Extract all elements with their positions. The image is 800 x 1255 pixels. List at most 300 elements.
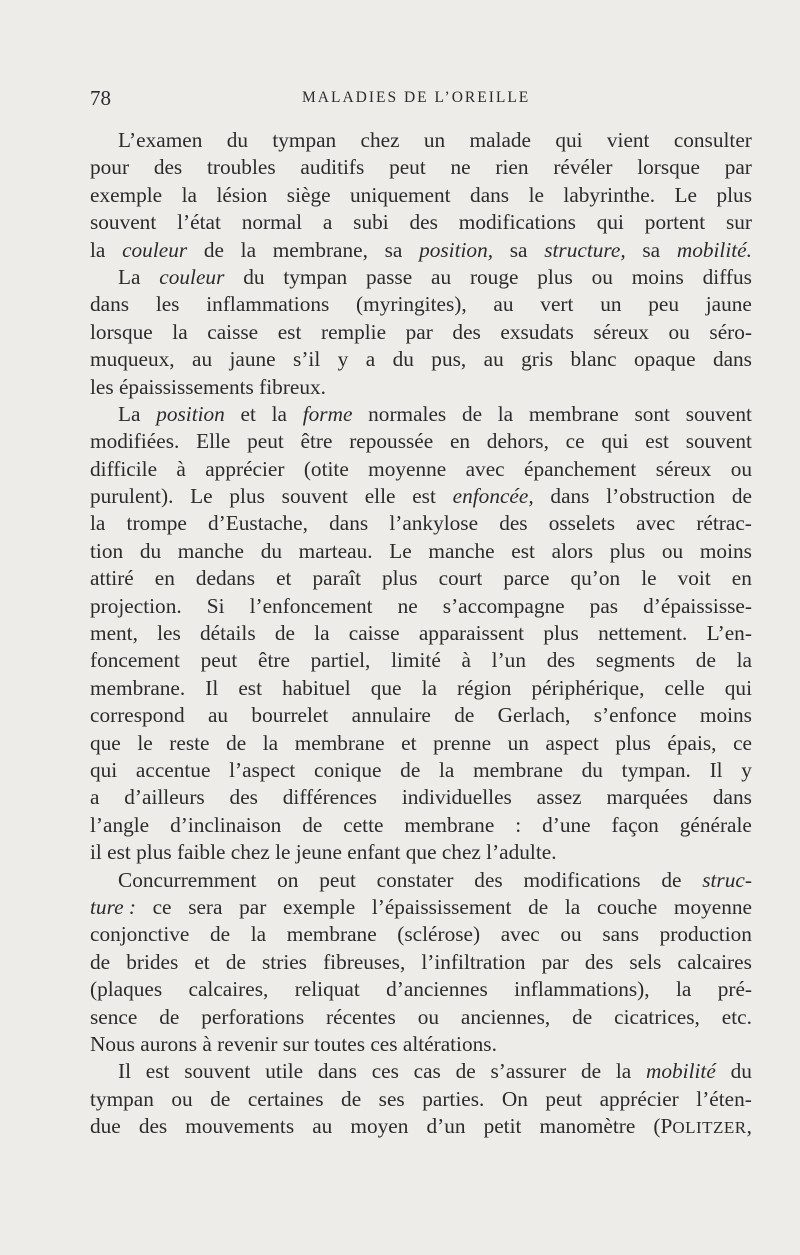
italic-word: position,	[419, 237, 494, 262]
word: d’un	[426, 1114, 466, 1139]
word: peut	[319, 867, 356, 892]
word: reliquat	[294, 977, 360, 1002]
word: normal	[241, 210, 303, 235]
word: l’un	[491, 648, 526, 673]
word: tympan	[283, 264, 348, 289]
text-line	[90, 483, 752, 510]
word: Il	[205, 675, 219, 700]
word: ce	[152, 894, 172, 919]
word: qui	[90, 757, 118, 782]
word: plus	[543, 621, 579, 646]
word: la	[262, 730, 279, 755]
word: de	[695, 648, 716, 673]
word: peut	[247, 429, 284, 454]
word: osselets	[548, 511, 615, 536]
word: de	[90, 949, 111, 974]
word: du	[139, 538, 162, 563]
word: ou	[171, 1086, 193, 1111]
word: est	[511, 538, 535, 563]
text-line	[90, 374, 752, 401]
word: moins	[699, 703, 752, 728]
word: sels	[629, 949, 662, 974]
word: perforations	[201, 1004, 305, 1029]
word: pour	[90, 155, 130, 180]
word: marquées	[606, 785, 689, 810]
word: jaune	[705, 292, 752, 317]
word: les	[155, 292, 180, 317]
word: limité	[391, 648, 441, 673]
word: au	[207, 703, 229, 728]
word: des	[499, 511, 528, 536]
word: membrane	[473, 757, 563, 782]
text-line	[90, 538, 752, 565]
word: membrane	[528, 401, 619, 426]
word: court	[438, 566, 483, 591]
word: de	[455, 1059, 476, 1084]
word: blanc	[570, 347, 617, 372]
word: Le	[389, 538, 412, 563]
word: dans	[550, 484, 590, 509]
word: apprécier	[205, 456, 285, 481]
word: production	[659, 922, 752, 947]
word: ou	[591, 264, 613, 289]
word: ce	[733, 730, 752, 755]
word: la	[497, 401, 514, 426]
word: de	[572, 1004, 593, 1029]
word: par	[724, 155, 752, 180]
word: pré-	[717, 977, 752, 1002]
word: et	[194, 949, 210, 974]
word: Si	[206, 593, 225, 618]
word: un	[423, 128, 446, 152]
word: l’obstruction	[606, 484, 716, 509]
word: aspect	[545, 730, 599, 755]
word: elle	[364, 484, 396, 509]
text-line	[90, 675, 752, 702]
text-line	[90, 976, 752, 1003]
text-line	[90, 730, 752, 757]
word: ou	[417, 1004, 439, 1029]
word: peut	[545, 1086, 583, 1111]
word: manche	[177, 538, 245, 563]
word: gris	[521, 347, 554, 372]
word: y	[337, 347, 349, 372]
word: moyenne	[368, 456, 447, 481]
word: sence	[90, 1004, 138, 1029]
word: la	[250, 922, 267, 947]
word: plus	[537, 264, 573, 289]
word: vert	[540, 292, 574, 317]
word: correspond	[90, 703, 185, 728]
word: calcaires,	[188, 977, 269, 1002]
word: Le	[190, 484, 213, 509]
word: sur	[725, 210, 752, 235]
italic-word: enfoncée,	[452, 484, 534, 509]
word: malade	[469, 128, 532, 152]
word: révéler	[553, 155, 613, 180]
text-line	[90, 154, 752, 181]
text-line	[90, 1031, 752, 1058]
word: d’anciennes	[386, 977, 488, 1002]
word: souvent	[281, 484, 348, 509]
text-line	[90, 949, 752, 976]
word: tion	[90, 538, 124, 563]
word: exemple	[283, 894, 356, 919]
word: séreux	[593, 319, 649, 344]
word: est	[412, 484, 436, 509]
word: rien	[495, 155, 529, 180]
text-line	[90, 757, 752, 784]
word: calcaires	[677, 949, 752, 974]
word: a	[90, 785, 100, 810]
word: lorsque	[90, 319, 153, 344]
word: des	[153, 155, 183, 180]
word: la	[271, 401, 288, 426]
word: peu	[648, 292, 679, 317]
word: il est plus faible chez le jeune enfant que chez l’adulte.	[90, 840, 557, 865]
word: qui	[601, 429, 629, 454]
running-head	[90, 86, 750, 116]
word: la	[615, 1059, 632, 1084]
word: apprécier	[599, 1086, 679, 1111]
word: des	[138, 1114, 168, 1139]
word: la	[181, 182, 197, 207]
word: parce	[503, 566, 550, 591]
word: dans	[470, 182, 510, 207]
page-number: 78	[90, 86, 111, 110]
word: brides	[126, 949, 179, 974]
word: pas	[589, 593, 619, 618]
word: dans	[329, 511, 369, 536]
word: un	[507, 730, 529, 755]
text-line	[90, 565, 752, 592]
word: la	[172, 319, 188, 344]
word: rouge	[469, 264, 519, 289]
word: individuelles	[401, 785, 512, 810]
word: épais,	[667, 730, 717, 755]
word: nettement.	[598, 621, 688, 646]
word: membrane.	[90, 675, 186, 700]
word: (otite	[303, 456, 349, 481]
italic-word: mobilité	[645, 1059, 716, 1084]
word: plus	[229, 484, 265, 509]
word: L’en-	[706, 621, 752, 646]
word: séreux	[655, 456, 712, 481]
word: portent	[644, 210, 706, 235]
word: diffus	[702, 264, 752, 289]
word: les épaississements fibreux.	[90, 374, 326, 399]
word: purulent).	[90, 484, 174, 509]
text-line	[90, 264, 752, 291]
word: repoussée	[349, 429, 434, 454]
word: annulaire	[351, 703, 431, 728]
word: pus,	[431, 347, 467, 372]
word: façon	[611, 812, 659, 837]
word: chez	[360, 128, 400, 152]
word: projection.	[90, 593, 182, 618]
word: opaque	[634, 347, 696, 372]
word: anciennes,	[460, 1004, 551, 1029]
word: de	[302, 812, 323, 837]
word: (myringites),	[356, 292, 467, 317]
word: plus	[615, 730, 651, 755]
word: on	[277, 867, 299, 892]
word: (POLITZER,	[653, 1114, 752, 1139]
word: la	[564, 894, 581, 919]
word: de	[210, 1086, 231, 1111]
word: cicatrices,	[614, 1004, 700, 1029]
word: est	[645, 429, 669, 454]
word: qui	[555, 128, 583, 152]
word: sera	[188, 894, 223, 919]
word: dedans	[195, 566, 256, 591]
italic-word: ture :	[90, 894, 136, 919]
word: des	[452, 319, 481, 344]
word: de	[528, 894, 549, 919]
text-line	[90, 921, 752, 948]
word: d’ailleurs	[124, 785, 205, 810]
word: de	[226, 730, 247, 755]
text-line	[90, 620, 752, 647]
word: en	[154, 566, 175, 591]
word: On	[501, 1086, 528, 1111]
word: vient	[606, 128, 650, 152]
word: qu’on	[570, 566, 621, 591]
word: à	[461, 648, 471, 673]
word: conjonctive	[90, 922, 190, 947]
text-line	[90, 237, 752, 264]
word: :	[515, 812, 522, 837]
word: utile	[265, 1059, 304, 1084]
word: La	[118, 264, 141, 289]
word: difficile	[90, 456, 158, 481]
word: cette	[343, 812, 384, 837]
word: est	[145, 1059, 170, 1084]
word: d’une	[542, 812, 591, 837]
word: moyen	[350, 1114, 409, 1139]
text-line	[90, 127, 752, 154]
word: des	[546, 648, 576, 673]
word: L’examen	[118, 128, 203, 152]
word: attiré	[90, 566, 134, 591]
word: exsudats	[500, 319, 574, 344]
text-line	[90, 647, 752, 674]
word: trompe	[126, 511, 187, 536]
word: caisse	[348, 621, 400, 646]
word: sa	[384, 237, 403, 262]
word: l’infiltration	[421, 949, 526, 974]
word: reste	[169, 730, 210, 755]
word: l’enfoncement	[249, 593, 373, 618]
italic-word: couleur	[122, 237, 188, 262]
word: marteau.	[298, 538, 373, 563]
word: ne	[450, 155, 471, 180]
word: de	[203, 237, 224, 262]
word: la	[314, 621, 330, 646]
word: la	[90, 237, 106, 262]
word: voit	[677, 566, 711, 591]
word: d’inclinaison	[170, 812, 282, 837]
word: sont	[634, 401, 670, 426]
italic-word: structure,	[544, 237, 626, 262]
italic-word: forme	[302, 401, 353, 426]
word: constater	[376, 867, 454, 892]
word: membrane,	[272, 237, 368, 262]
word: Il	[709, 757, 723, 782]
text-line	[90, 784, 752, 811]
word: partiel,	[310, 648, 371, 673]
word: dans	[712, 785, 752, 810]
word: la	[675, 977, 692, 1002]
word: et	[276, 566, 292, 591]
word: bourrelet	[251, 703, 329, 728]
word: foncement	[90, 648, 180, 673]
word: a	[365, 347, 376, 372]
text-line	[90, 593, 752, 620]
word: générale	[679, 812, 752, 837]
word: consulter	[673, 128, 752, 152]
italic-word: mobilité.	[676, 237, 752, 262]
word: du	[260, 538, 282, 563]
word: y	[741, 757, 752, 782]
word: la	[438, 757, 455, 782]
word: parties.	[422, 1086, 485, 1111]
word: labyrinthe.	[563, 182, 656, 207]
word: manomètre	[539, 1114, 636, 1139]
word: caisse	[207, 319, 259, 344]
word: de	[341, 1086, 362, 1111]
word: de	[159, 1004, 180, 1029]
italic-word: struc-	[702, 867, 752, 892]
word: d’Eustache,	[208, 511, 308, 536]
word: rétrac-	[696, 511, 752, 536]
italic-word: couleur	[159, 264, 225, 289]
word: stries	[262, 949, 307, 974]
word: celle	[664, 675, 705, 700]
word: membrane	[294, 730, 385, 755]
word: uniquement	[350, 182, 451, 207]
word: subi	[353, 210, 389, 235]
word: est	[238, 675, 263, 700]
word: qui	[596, 210, 624, 235]
word: périphérique,	[531, 675, 645, 700]
word: par	[405, 319, 433, 344]
text-line	[90, 319, 752, 346]
word: l’éten-	[696, 1086, 752, 1111]
word: ou	[560, 922, 582, 947]
word: l’ankylose	[389, 511, 479, 536]
word: à	[176, 456, 186, 481]
word: membrane	[286, 922, 377, 947]
word: le	[528, 182, 544, 207]
word: la	[736, 648, 752, 673]
word: être	[300, 429, 333, 454]
word: de	[225, 949, 246, 974]
word: modifiées.	[90, 429, 180, 454]
word: au	[312, 1114, 333, 1139]
word: moins	[699, 538, 752, 563]
text-line	[90, 291, 752, 318]
text-line	[90, 428, 752, 455]
word: alors	[551, 538, 594, 563]
word: Nous aurons à revenir sur toutes ces altérations.	[90, 1031, 497, 1056]
word: détails	[200, 621, 256, 646]
word: ces	[371, 1059, 399, 1084]
word: passe	[366, 264, 413, 289]
word: sa	[509, 237, 528, 262]
word: jaune	[229, 347, 276, 372]
word: du	[392, 347, 414, 372]
word: manche	[428, 538, 495, 563]
word: tympan	[90, 1086, 154, 1111]
word: exemple	[90, 182, 163, 207]
word: Le	[674, 182, 698, 207]
word: petit	[483, 1114, 522, 1139]
word: au	[431, 264, 452, 289]
word: séro-	[709, 319, 752, 344]
text-line	[90, 401, 752, 428]
word: de	[210, 922, 231, 947]
word: souvent	[685, 401, 752, 426]
text-line	[90, 1113, 752, 1140]
text-line	[90, 1058, 752, 1085]
word: souvent	[90, 210, 157, 235]
word: l’état	[177, 210, 221, 235]
word: cas	[413, 1059, 441, 1084]
word: le	[137, 730, 153, 755]
word: par	[541, 949, 569, 974]
word: Elle	[196, 429, 231, 454]
word: apparaissent	[418, 621, 525, 646]
word: des	[474, 867, 503, 892]
word: la	[421, 675, 437, 700]
word: Gerlach,	[497, 703, 571, 728]
word: modifications	[523, 867, 641, 892]
word: au	[483, 347, 504, 372]
text-line	[90, 456, 752, 483]
word: conique	[314, 757, 382, 782]
word: certaines	[247, 1086, 324, 1111]
word: ou	[668, 319, 690, 344]
word: lorsque	[637, 155, 700, 180]
word: l’aspect	[229, 757, 296, 782]
word: par	[239, 894, 267, 919]
word: sans	[602, 922, 639, 947]
word: (plaques	[90, 977, 163, 1002]
word: siège	[286, 182, 331, 207]
word: qui	[724, 675, 752, 700]
word: sa	[642, 237, 661, 262]
text-line	[90, 839, 752, 866]
text-line	[90, 209, 752, 236]
word: habituel	[282, 675, 351, 700]
word: plus	[716, 182, 752, 207]
word: a	[322, 210, 333, 235]
word: avec	[500, 922, 540, 947]
word: la	[90, 511, 106, 536]
word: Concurremment	[118, 867, 257, 892]
word: est	[277, 319, 302, 344]
word: de	[274, 621, 295, 646]
word: accentue	[135, 757, 211, 782]
word: que	[370, 675, 402, 700]
word: dans	[317, 1059, 357, 1084]
word: couche	[596, 894, 658, 919]
word: de	[461, 401, 483, 426]
text-line	[90, 346, 752, 373]
word: des	[584, 949, 614, 974]
word: remplie	[320, 319, 387, 344]
